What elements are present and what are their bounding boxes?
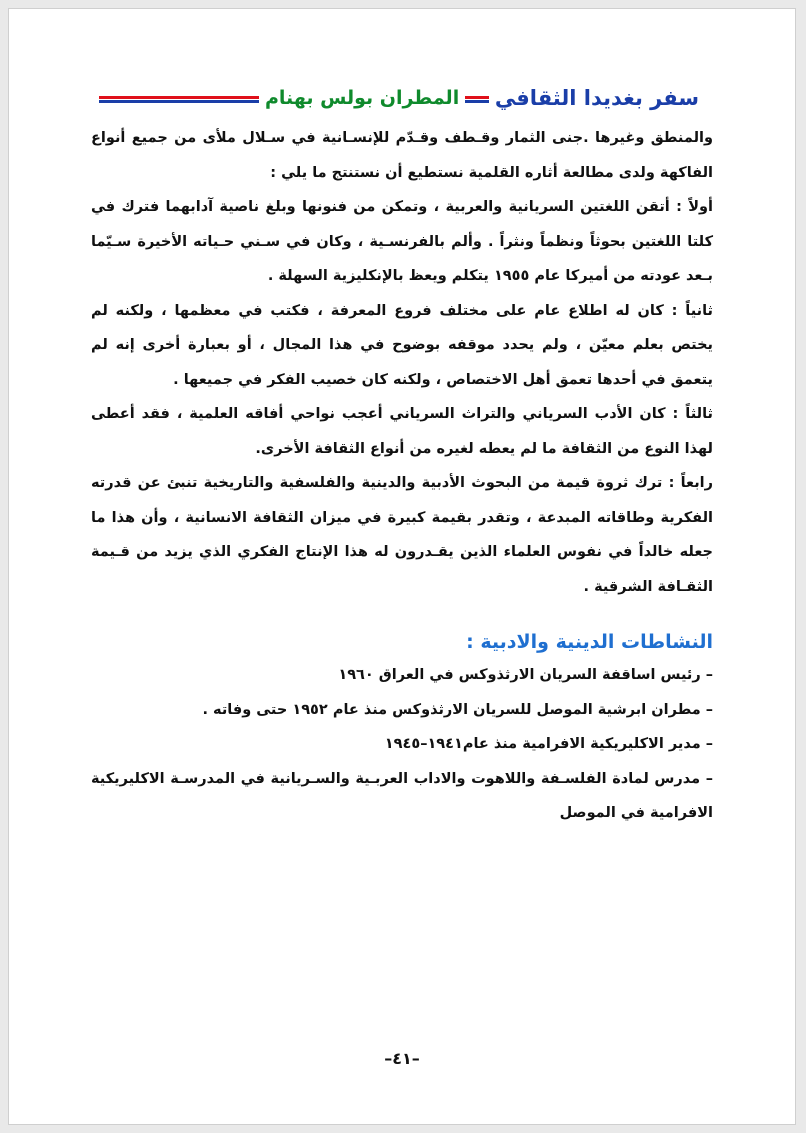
paragraph-second: ثانياً : كان له اطلاع عام على مختلف فروع المعرفة ، فكتب في معظمها ، ولكنه لم يختص بعلم معيّن ، ولم يحدد موقفه بوضوح في هذا المجال ، أو بعبارة أخرى إنه لم يتعمق في أحدها تعمق أهل الاختصاص ، ولكنه كان خصيب الفكر في جميعها .: [91, 302, 713, 388]
list-item: – رئيس اساقفة السريان الارثذوكس في العراق ١٩٦٠: [338, 667, 713, 683]
list-item: – مدير الاكليريكية الافرامية منذ عام١٩٤١–١٩٤٥: [384, 736, 713, 752]
running-header: [99, 87, 705, 113]
section-heading: النشاطات الدينية والادبية :: [466, 631, 713, 653]
list-item: – مطران ابرشية الموصل للسريان الارثذوكس منذ عام ١٩٥٢ حتى وفاته .: [202, 701, 713, 718]
header-person-name: المطران بولس بهنام: [259, 85, 465, 111]
page-number: –٤١–: [384, 1049, 420, 1068]
paragraph-intro: والمنطق وغيرها .جنى الثمار وقـطف وقـدّم للإنسـانية في سـلال ملأى من جميع أنواع الفاكهة ولدى مطالعة أثاره القلمية نستطيع أن نستنتج ما يلي :: [91, 130, 713, 181]
body-text: [91, 121, 713, 831]
book-page: [8, 8, 796, 1125]
list-item: – مدرس لمادة الفلسـفة واللاهوت والاداب العربـية والسـريانية في المدرسـة الاكليريكية الافرامية في الموصل: [91, 770, 713, 821]
paragraph-third: ثالثاً : كان الأدب السرياني والتراث السرياني أعجب نواحي أفاقه العلمية ، فقد أعطى لهذا النوع من الثقافة ما لم يعطه لغيره من أنواع الثقافة الأخرى.: [91, 406, 713, 457]
paragraph-first: أولاً : أتقن اللغتين السريانية والعربية ، وتمكن من فنونها وبلغ ناصية آدابهما فترك في كلتا اللغتين بحوثاً ونظماً ونثراً . وألم بالفرنسـية ، وكان في سـني حـياته الأخيرة سـيّما بـعد عودته من أميركا عام ١٩٥٥ يتكلم ويعظ بالإنكليزية السهلة .: [91, 199, 713, 284]
paragraph-fourth: رابعاً : ترك ثروة قيمة من البحوث الأدبية والدينية والفلسفية والتاريخية تنبئ عن قدرته الفكرية وطاقاته المبدعة ، وتقدر بقيمة كبيرة في ميزان الثقافة الانسانية ، وأن هذا ما جعله خالداً في نفوس العلماء الذين يقـدرون له هذا الإنتاج الفكري الذي يزيد من قـيمة الثقـافة الشرقية .: [91, 475, 713, 595]
header-book-title: سفر بغديدا الثقافي: [489, 85, 705, 111]
